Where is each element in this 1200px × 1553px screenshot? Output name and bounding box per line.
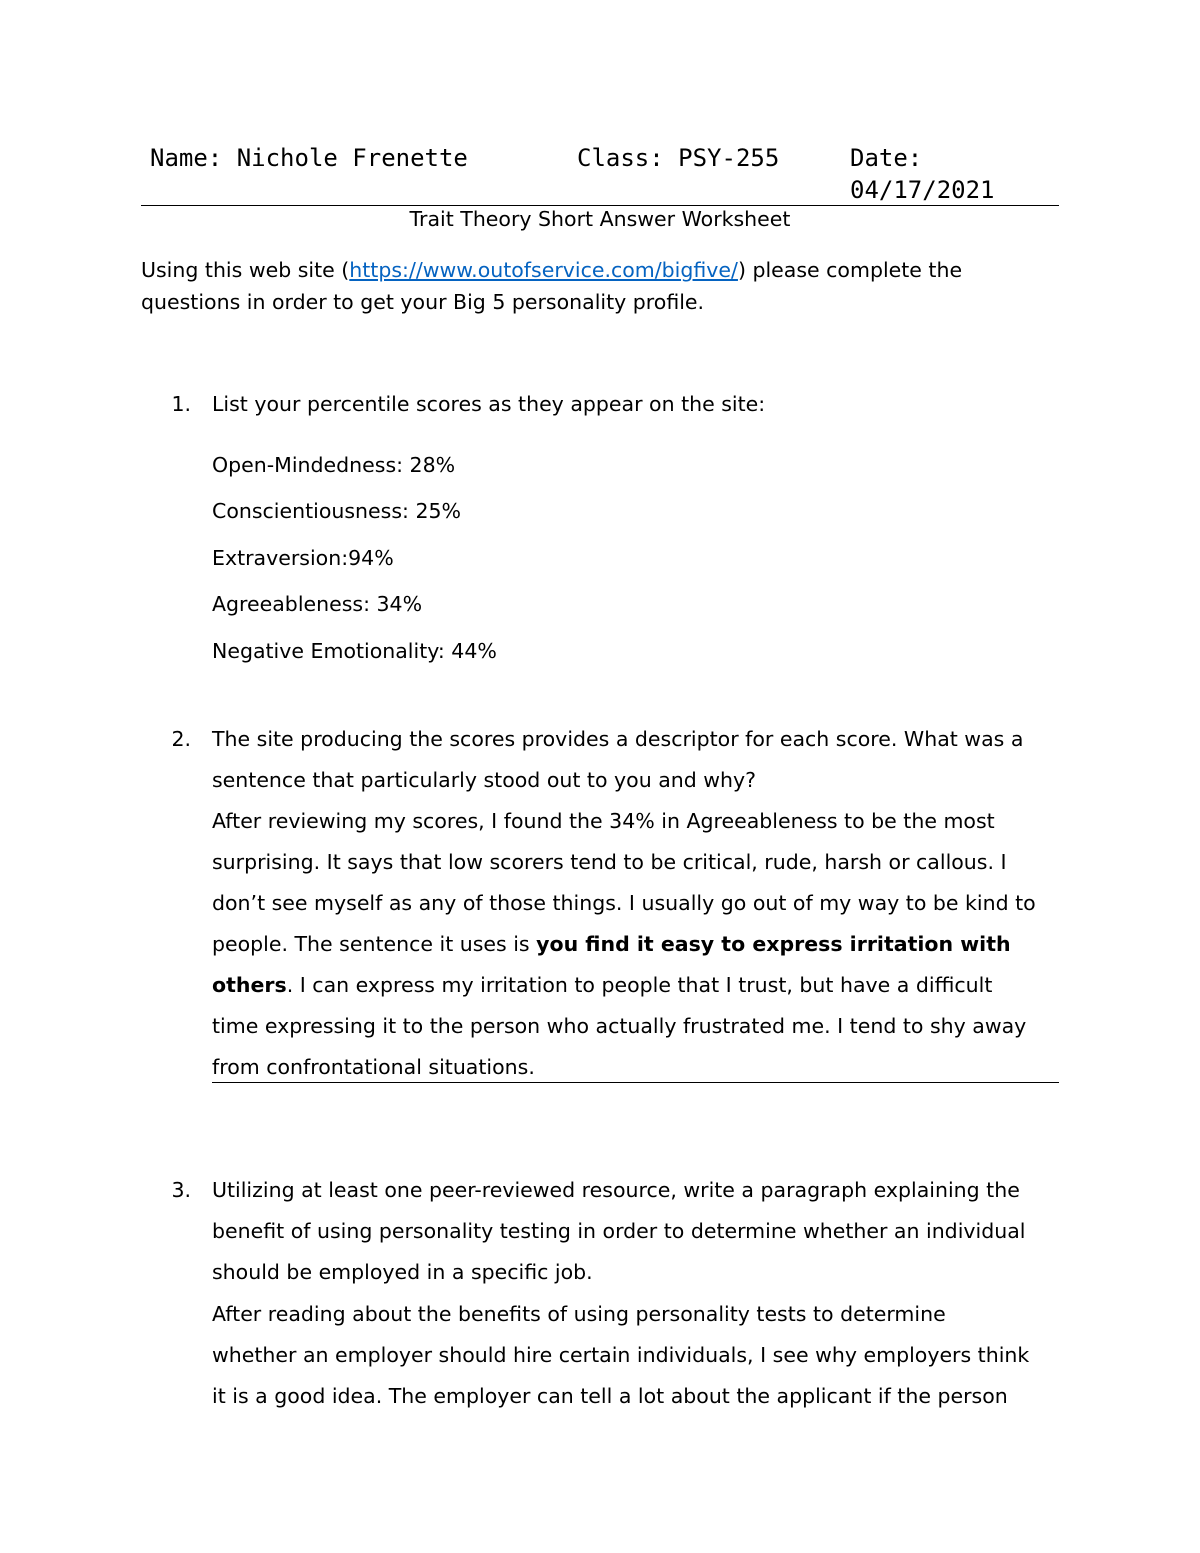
q2-answer-line-1: After reviewing my scores, I found the 34% in Agreeableness to be the most <box>212 809 995 833</box>
q2-answer-line-4-text: people. The sentence it uses is <box>212 932 537 956</box>
page-title: Trait Theory Short Answer Worksheet <box>409 207 791 231</box>
q2-answer-line-3: don’t see myself as any of those things. I usually go out of my way to be kind to <box>212 891 1036 915</box>
score-extraversion: Extraversion:94% <box>212 546 394 570</box>
answer-divider <box>212 1082 1059 1083</box>
score-open-mindedness: Open-Mindedness: 28% <box>212 453 456 477</box>
score-agreeableness: Agreeableness: 34% <box>212 592 423 616</box>
q3-answer-line-3: it is a good idea. The employer can tell a lot about the applicant if the person <box>212 1384 1008 1408</box>
student-name: Name: Nichole Frenette <box>150 144 468 172</box>
date-label: Date: <box>850 144 923 172</box>
bigfive-link[interactable]: https://www.outofservice.com/bigfive/ <box>349 258 738 282</box>
score-conscientiousness: Conscientiousness: 25% <box>212 499 462 523</box>
q2-question-line-2: sentence that particularly stood out to you and why? <box>212 768 757 792</box>
q3-answer-line-1: After reading about the benefits of using personality tests to determine <box>212 1302 946 1326</box>
intro-line-2: questions in order to get your Big 5 personality profile. <box>141 290 705 314</box>
q2-answer-line-2: surprising. It says that low scorers tend to be critical, rude, harsh or callous. I <box>212 850 1007 874</box>
intro-text-before: Using this web site ( <box>141 258 350 282</box>
q3-question-line-3: should be employed in a specific job. <box>212 1260 593 1284</box>
quoted-sentence-part-1: you find it easy to express irritation with <box>536 932 1011 956</box>
q1-number: 1. <box>171 392 191 416</box>
q2-question-line-1: The site producing the scores provides a descriptor for each score. What was a <box>212 727 1024 751</box>
q1-question: List your percentile scores as they appear on the site: <box>212 392 766 416</box>
q3-question-line-2: benefit of using personality testing in order to determine whether an individual <box>212 1219 1026 1243</box>
q2-answer-line-6: time expressing it to the person who actually frustrated me. I tend to shy away <box>212 1014 1027 1038</box>
q3-question-line-1: Utilizing at least one peer-reviewed resource, write a paragraph explaining the <box>212 1178 1020 1202</box>
class-label: Class: PSY-255 <box>577 144 780 172</box>
q3-number: 3. <box>171 1178 191 1202</box>
q2-answer-line-5-text: . I can express my irritation to people that I trust, but have a difficult <box>286 973 993 997</box>
q2-answer-line-5 <box>212 973 992 997</box>
q3-answer-line-2: whether an employer should hire certain individuals, I see why employers think <box>212 1343 1030 1367</box>
header-divider <box>141 205 1059 206</box>
q2-answer-line-4 <box>212 932 1011 956</box>
date-value: 04/17/2021 <box>850 176 995 204</box>
q2-number: 2. <box>171 727 191 751</box>
q2-answer-line-7: from confrontational situations. <box>212 1055 535 1079</box>
intro-line-1 <box>141 258 962 282</box>
score-negative-emotionality: Negative Emotionality: 44% <box>212 639 497 663</box>
intro-text-after: ) please complete the <box>737 258 963 282</box>
quoted-sentence-part-2: others <box>212 973 287 997</box>
